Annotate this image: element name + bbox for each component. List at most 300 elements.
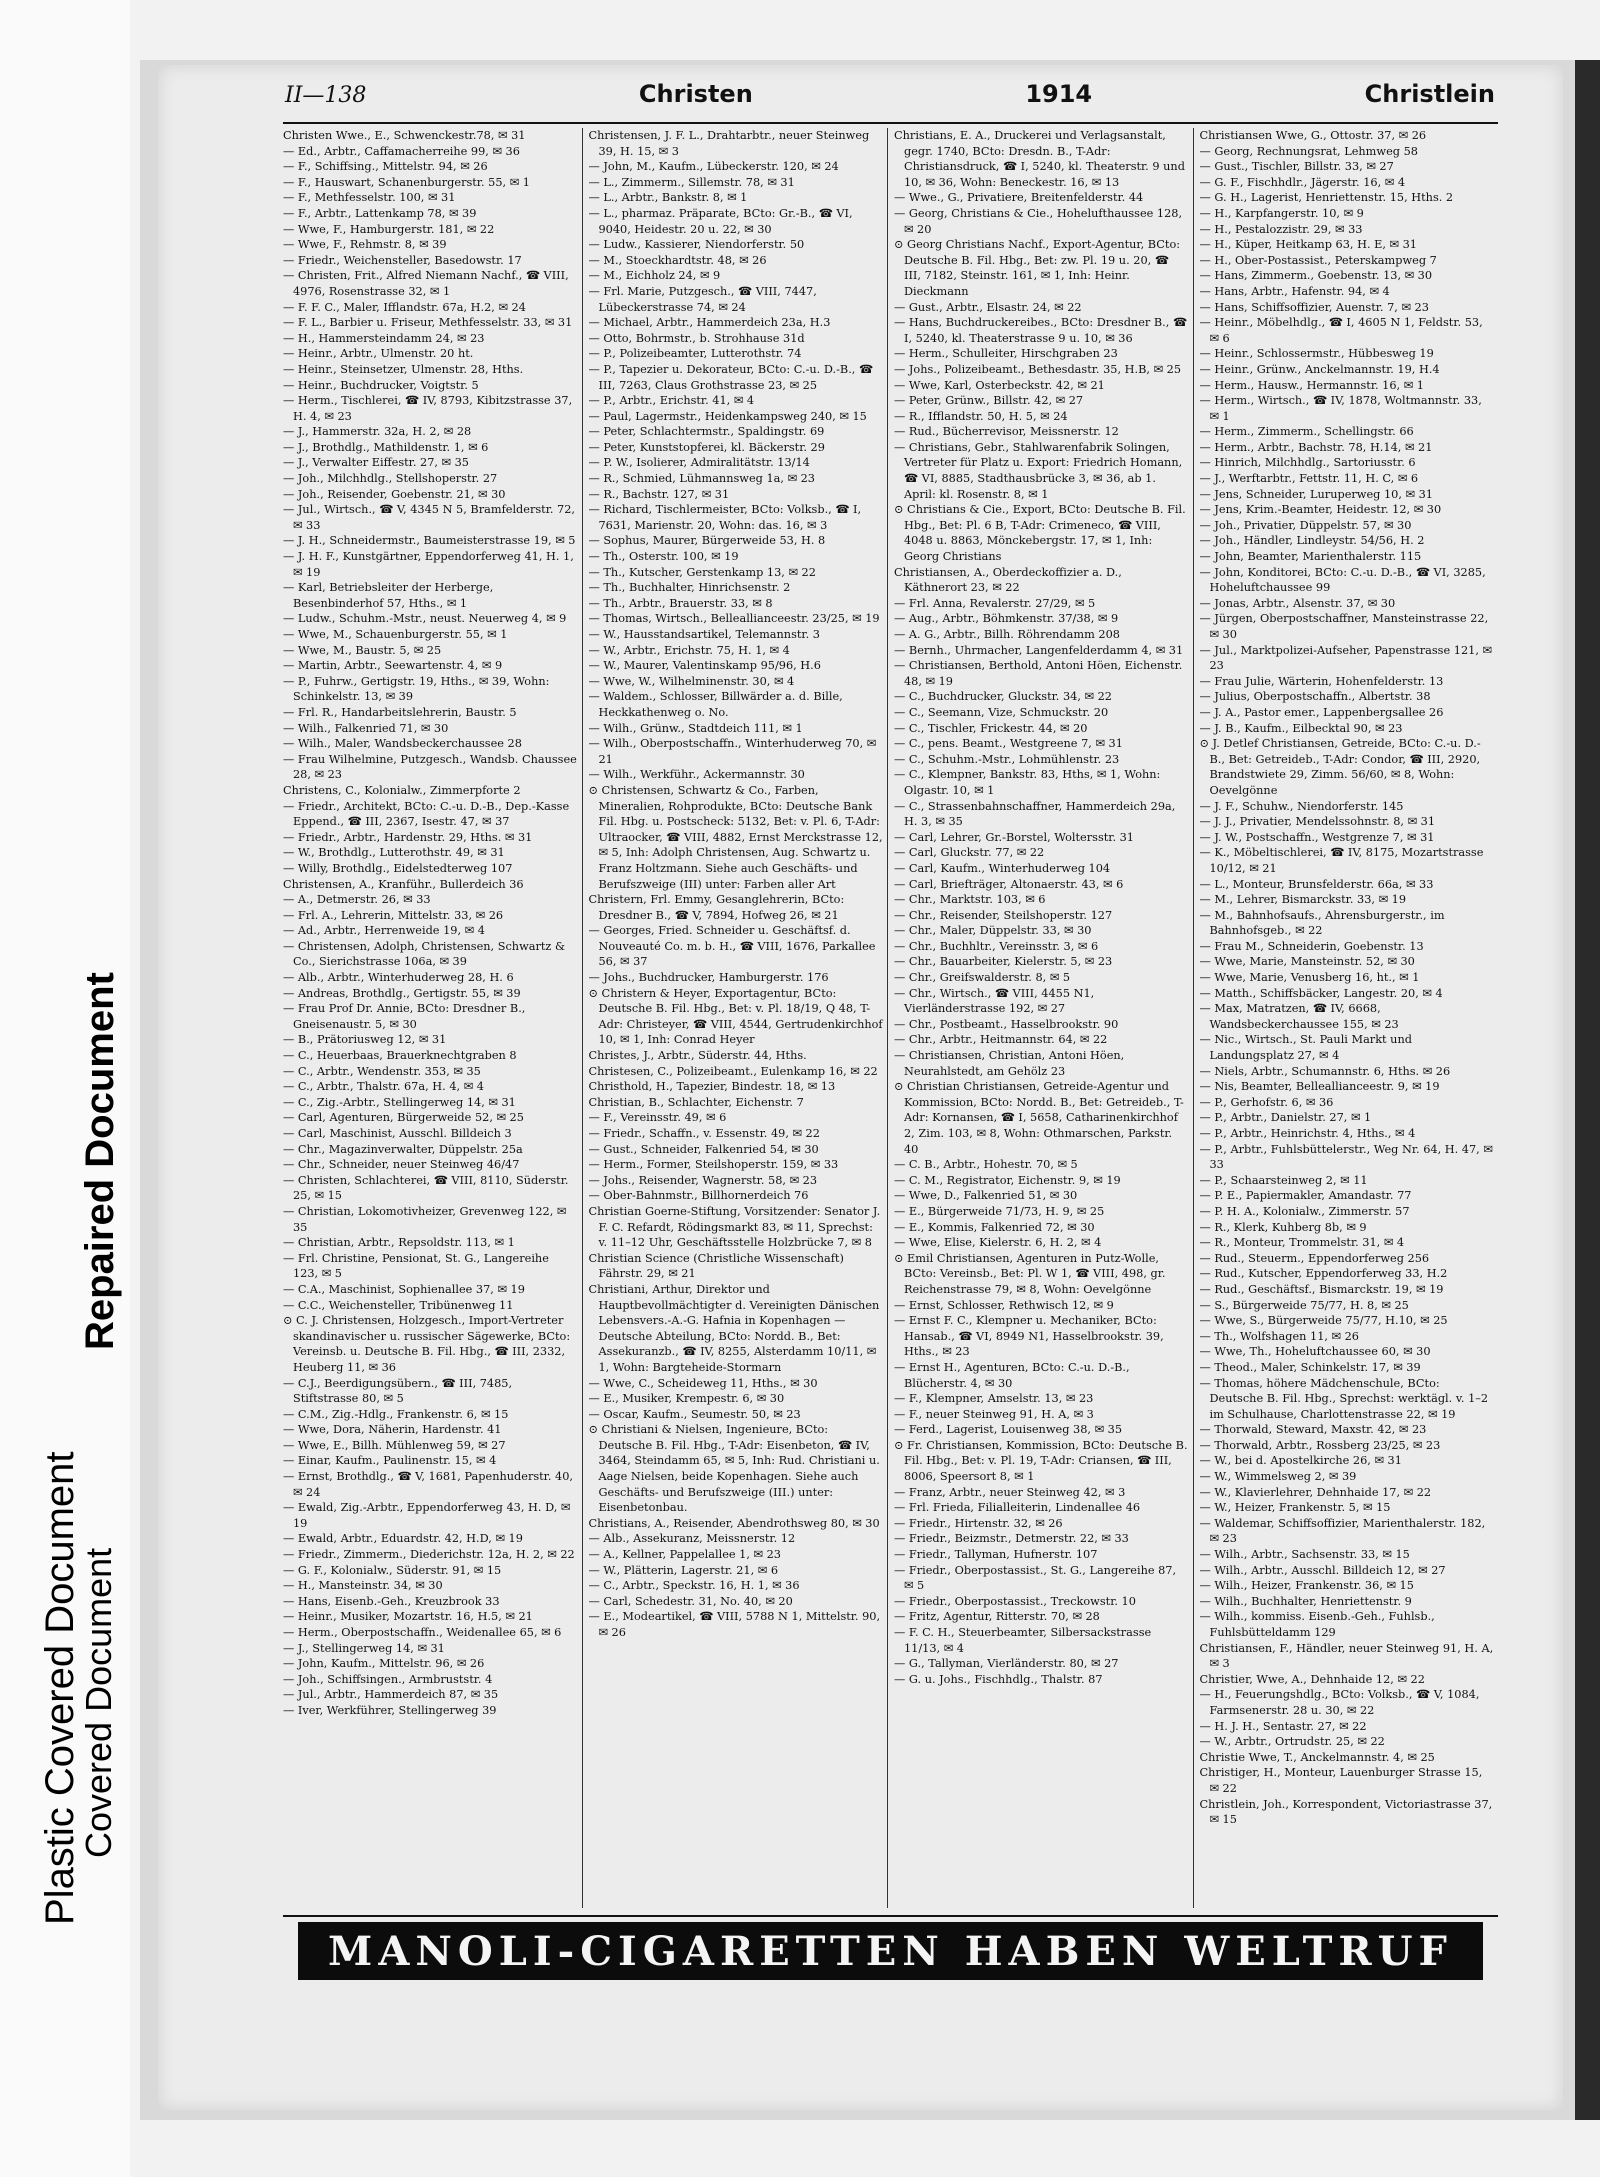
directory-entry: — Chr., Reisender, Steilshoperstr. 127: [894, 908, 1113, 922]
directory-entry: Christen Wwe., E., Schwenckestr.78, ✉ 31: [283, 129, 526, 142]
directory-entry: — W., Brothdlg., Lutterothstr. 49, ✉ 31: [283, 846, 505, 860]
directory-entry: — Heinr., Grünw., Anckelmannstr. 19, H.4: [1199, 362, 1440, 376]
directory-entry: — John, M., Kaufm., Lübeckerstr. 120, ✉ 24: [588, 160, 839, 174]
directory-entry: — Johs., Reisender, Wagnerstr. 58, ✉ 23: [588, 1173, 818, 1187]
directory-entry: — Carl, Briefträger, Altonaerstr. 43, ✉ 6: [894, 877, 1124, 891]
directory-entry: — Thomas, Wirtsch., Belleallianceestr. 23/25, ✉ 19: [588, 612, 880, 626]
directory-entry: — Friedr., Architekt, BCto: C.-u. D.-B., Dep.-Kasse Eppend., ☎ III, 2367, Isestr. 47, ✉ 37: [283, 799, 570, 829]
directory-entry: — R., Schmied, Lühmannsweg 1a, ✉ 23: [588, 472, 815, 486]
directory-entry: — Frl. Christine, Pensionat, St. G., Langereihe 123, ✉ 5: [283, 1251, 549, 1281]
directory-entry: — Friedr., Beizmstr., Detmerstr. 22, ✉ 33: [894, 1532, 1129, 1546]
directory-entry: — Carl, Gluckstr. 77, ✉ 22: [894, 846, 1045, 860]
directory-entry: — Waldemar, Schiffsoffizier, Marienthalerstr. 182, ✉ 23: [1199, 1516, 1486, 1546]
directory-entry: — Joh., Privatier, Düppelstr. 57, ✉ 30: [1199, 518, 1412, 532]
directory-entry: — Wwe, F., Rehmstr. 8, ✉ 39: [283, 238, 447, 252]
directory-entry: — Ernst H., Agenturen, BCto: C.-u. D.-B., Blücherstr. 4, ✉ 30: [894, 1360, 1130, 1390]
directory-entry: — Wilh., Heizer, Frankenstr. 36, ✉ 15: [1199, 1579, 1414, 1593]
directory-entry: — Wilh., Maler, Wandsbeckerchaussee 28: [283, 737, 522, 751]
directory-entry: — Gust., Arbtr., Elsastr. 24, ✉ 22: [894, 300, 1082, 314]
directory-entry: — Heinr., Musiker, Mozartstr. 16, H.5, ✉ 21: [283, 1610, 533, 1624]
directory-entry: — Jürgen, Oberpostschaffner, Mansteinstrasse 22, ✉ 30: [1199, 612, 1489, 641]
directory-entry: — Richard, Tischlermeister, BCto: Volksb., ☎ I, 7631, Marienstr. 20, Wohn: das. 16, ✉ 3: [588, 503, 862, 532]
directory-entry: — Friedr., Oberpostassist., Treckowstr. 10: [894, 1594, 1136, 1608]
directory-entry: — F., Hauswart, Schanenburgerstr. 55, ✉ 1: [283, 175, 530, 189]
directory-entry: — Thorwald, Arbtr., Rossberg 23/25, ✉ 23: [1199, 1438, 1441, 1452]
directory-entry: — Aug., Arbtr., Böhmkenstr. 37/38, ✉ 9: [894, 612, 1119, 626]
directory-entry: — H., Karpfangerstr. 10, ✉ 9: [1199, 206, 1364, 220]
directory-entry: — Christen, Frit., Alfred Niemann Nachf., ☎ VIII, 4976, Rosenstrasse 32, ✉ 1: [283, 269, 569, 298]
directory-entry: — Hans, Zimmerm., Goebenstr. 13, ✉ 30: [1199, 269, 1433, 283]
directory-entry: Christiansen, F., Händler, neuer Steinweg 91, H. A, ✉ 3: [1199, 1641, 1494, 1671]
directory-entry: — Bernh., Uhrmacher, Langenfelderdamm 4, ✉ 31: [894, 643, 1184, 657]
directory-entry: — Herm., Hausw., Hermannstr. 16, ✉ 1: [1199, 378, 1424, 392]
left-guide-word: Christen: [638, 80, 753, 108]
directory-entry: — C.M., Zig.-Hdlg., Frankenstr. 6, ✉ 15: [283, 1407, 509, 1421]
directory-entry: — Wwe, M., Schauenburgerstr. 55, ✉ 1: [283, 628, 508, 641]
directory-entry: Christie Wwe, T., Anckelmannstr. 4, ✉ 25: [1199, 1750, 1435, 1764]
directory-entry: — Martin, Arbtr., Seewartenstr. 4, ✉ 9: [283, 659, 503, 673]
directory-entry: — Johs., Buchdrucker, Hamburgerstr. 176: [588, 971, 829, 985]
directory-entry: — C. M., Registrator, Eichenstr. 9, ✉ 19: [894, 1173, 1121, 1187]
directory-entry: — J. J., Privatier, Mendelssohnstr. 8, ✉ 31: [1199, 815, 1436, 829]
directory-entry: — Carl, Schedestr. 31, No. 40, ✉ 20: [588, 1594, 793, 1608]
directory-entry: — F., Methfesselstr. 100, ✉ 31: [283, 191, 456, 205]
directory-entry: — P. W., Isolierer, Admiralitätstr. 13/14: [588, 456, 810, 470]
header-rule: [283, 122, 1498, 124]
directory-entry: — L., Arbtr., Bankstr. 8, ✉ 1: [588, 191, 748, 205]
directory-entry: — Wwe, Dora, Näherin, Hardenstr. 41: [283, 1423, 502, 1437]
directory-entry: — Frl. Anna, Revalerstr. 27/29, ✉ 5: [894, 596, 1096, 610]
directory-entry: — Carl, Kaufm., Winterhuderweg 104: [894, 861, 1111, 875]
directory-entry: — Herm., Tischlerei, ☎ IV, 8793, Kibitzstrasse 37, H. 4, ✉ 23: [283, 394, 573, 423]
directory-entry: — P., Tapezier u. Dekorateur, BCto: C.-u. D.-B., ☎ III, 7263, Claus Grothstrasse 23, ✉ 25: [588, 362, 874, 392]
directory-entry: — Wwe, W., Wilhelminenstr. 30, ✉ 4: [588, 674, 795, 688]
column-3: [894, 128, 1194, 1908]
directory-entry: — H., Mansteinstr. 34, ✉ 30: [283, 1579, 443, 1593]
directory-entry: Christiansen, A., Oberdeckoffizier a. D., Käthnerort 23, ✉ 22: [894, 565, 1122, 595]
directory-entry: — F., neuer Steinweg 91, H. A, ✉ 3: [894, 1407, 1094, 1421]
directory-entry: — J., Stellingerweg 14, ✉ 31: [283, 1641, 445, 1655]
directory-entry: — W., Maurer, Valentinskamp 95/96, H.6: [588, 659, 821, 673]
directory-entry: — Alb., Arbtr., Winterhuderweg 28, H. 6: [283, 971, 514, 985]
directory-entry: — Joh., Milchhdlg., Stellshoperstr. 27: [283, 472, 498, 486]
directory-entry: — W., Arbtr., Erichstr. 75, H. 1, ✉ 4: [588, 643, 790, 657]
directory-entry: — Wwe, M., Baustr. 5, ✉ 25: [283, 643, 442, 657]
directory-entry: — B., Prätoriusweg 12, ✉ 31: [283, 1033, 447, 1047]
directory-entry: — W., Wimmelsweg 2, ✉ 39: [1199, 1470, 1357, 1484]
directory-entry: ⊙ C. J. Christensen, Holzgesch., Import-Vertreter skandinavischer u. russischer Sägewerke, BCto: Vereinsb. u. Deutsche B. Fil. Hbg., ☎ III, 2332, Heuberg 11, ✉ 36: [283, 1314, 571, 1374]
directory-entry: — Wilh., Oberpostschaffn., Winterhuderweg 70, ✉ 21: [588, 737, 877, 766]
directory-entry: — Jens, Schneider, Luruperweg 10, ✉ 31: [1199, 487, 1433, 501]
directory-entry: — C.J., Beerdigungsübern., ☎ III, 7485, Stiftstrasse 80, ✉ 5: [283, 1376, 513, 1406]
directory-entry: — H., Feuerungshdlg., BCto: Volksb., ☎ V, 1084, Farmsenerstr. 28 u. 30, ✉ 22: [1199, 1688, 1480, 1717]
directory-entry: — P., Arbtr., Erichstr. 41, ✉ 4: [588, 394, 755, 408]
directory-entry: — Einar, Kaufm., Paulinenstr. 15, ✉ 4: [283, 1454, 497, 1468]
directory-entry: — C., Arbtr., Speckstr. 16, H. 1, ✉ 36: [588, 1579, 800, 1593]
directory-entry: — Friedr., Oberpostassist., St. G., Langereihe 87, ✉ 5: [894, 1563, 1177, 1593]
directory-entry: — M., Eichholz 24, ✉ 9: [588, 269, 721, 283]
directory-entry: — Michael, Arbtr., Hammerdeich 23a, H.3: [588, 316, 831, 330]
directory-entry: — C.C., Weichensteller, Tribünenweg 11: [283, 1298, 514, 1312]
sidebar: [0, 0, 130, 2177]
directory-entry: — W., Arbtr., Ortrudstr. 25, ✉ 22: [1199, 1735, 1385, 1749]
directory-entry: — Peter, Kunststopferei, kl. Bäckerstr. 29: [588, 440, 825, 454]
directory-entry: — Th., Buchhalter, Hinrichsenstr. 2: [588, 581, 791, 595]
covered-document-label: Covered Document: [78, 1547, 119, 1858]
directory-entry: — Frl. R., Handarbeitslehrerin, Baustr. 5: [283, 705, 517, 719]
directory-entry: — C., pens. Beamt., Westgreene 7, ✉ 31: [894, 737, 1123, 751]
directory-entry: — Ernst, Schlosser, Rethwisch 12, ✉ 9: [894, 1298, 1114, 1312]
directory-entry: — Jul., Marktpolizei-Aufseher, Papenstrasse 121, ✉ 23: [1199, 643, 1492, 673]
directory-entry: — Franz, Arbtr., neuer Steinweg 42, ✉ 3: [894, 1485, 1126, 1499]
directory-entry: — J., Verwalter Eiffestr. 27, ✉ 35: [283, 456, 469, 470]
directory-entry: — Heinr., Buchdrucker, Voigtstr. 5: [283, 378, 479, 392]
directory-entry: — Jul., Arbtr., Hammerdeich 87, ✉ 35: [283, 1688, 499, 1702]
directory-entry: — Herm., Oberpostschaffn., Weidenallee 65, ✉ 6: [283, 1626, 562, 1639]
directory-entry: — M., Stoeckhardtstr. 48, ✉ 26: [588, 253, 767, 267]
directory-entry: — G. u. Johs., Fischhdlg., Thalstr. 87: [894, 1672, 1103, 1686]
directory-entry: ⊙ Christiani & Nielsen, Ingenieure, BCto: Deutsche B. Fil. Hbg., T-Adr: Eisenbeton, ☎ IV, 3464, Steindamm 65, ✉ 5, Inh: Rud. Christiani u. Aage Nielsen, beide Kopenhagen. Siehe auch Geschäfts- und Berufszweige (III.) unter: Eisenbetonbau.: [588, 1423, 880, 1515]
directory-entry: — R., Bachstr. 127, ✉ 31: [588, 487, 730, 501]
directory-entry: — Thorwald, Steward, Maxstr. 42, ✉ 23: [1199, 1423, 1427, 1437]
directory-entry: — C., Schuhm.-Mstr., Lohmühlenstr. 23: [894, 752, 1120, 766]
directory-entry: — L., Monteur, Brunsfelderstr. 66a, ✉ 33: [1199, 877, 1434, 891]
directory-entry: — A., Kellner, Pappelallee 1, ✉ 23: [588, 1548, 781, 1562]
directory-entry: — C.A., Maschinist, Sophienallee 37, ✉ 19: [283, 1282, 525, 1296]
directory-entry: — C., Strassenbahnschaffner, Hammerdeich 29a, H. 3, ✉ 35: [894, 799, 1176, 829]
directory-entry: — Ober-Bahnmstr., Billhornerdeich 76: [588, 1189, 809, 1203]
directory-entry: — Wwe, S., Bürgerweide 75/77, H.10, ✉ 25: [1199, 1314, 1448, 1328]
directory-entry: Christes, J., Arbtr., Süderstr. 44, Hths.: [588, 1049, 807, 1063]
directory-entry: — Niels, Arbtr., Schumannstr. 6, Hths. ✉ 26: [1199, 1064, 1451, 1078]
directory-entry: — G. F., Kolonialw., Süderstr. 91, ✉ 15: [283, 1563, 502, 1577]
directory-entry: — Wwe, Karl, Osterbeckstr. 42, ✉ 21: [894, 378, 1105, 392]
directory-entry: Christier, Wwe, A., Dehnhaide 12, ✉ 22: [1199, 1672, 1425, 1686]
directory-entry: — Carl, Maschinist, Ausschl. Billdeich 3: [283, 1127, 512, 1140]
directory-entry: — Carl, Agenturen, Bürgerweide 52, ✉ 25: [283, 1111, 524, 1125]
directory-entry: — Chr., Maler, Düppelstr. 33, ✉ 30: [894, 924, 1092, 938]
directory-entry: — Wilh., Buchhalter, Henriettenstr. 9: [1199, 1594, 1412, 1608]
column-2: [589, 128, 889, 1908]
directory-entry: — Frl. A., Lehrerin, Mittelstr. 33, ✉ 26: [283, 908, 504, 922]
directory-entry: — F., Schiffsing., Mittelstr. 94, ✉ 26: [283, 160, 488, 174]
directory-entry: — Wilh., kommiss. Eisenb.-Geh., Fuhlsb., Fuhlsbütteldamm 129: [1199, 1610, 1435, 1639]
directory-entry: — C., Buchdrucker, Gluckstr. 34, ✉ 22: [894, 690, 1112, 704]
directory-entry: — W., Heizer, Frankenstr. 5, ✉ 15: [1199, 1501, 1391, 1515]
directory-entry: — Nic., Wirtsch., St. Pauli Markt und Landungsplatz 27, ✉ 4: [1199, 1033, 1412, 1063]
directory-entry: — Matth., Schiffsbäcker, Langestr. 20, ✉ 4: [1199, 986, 1443, 1000]
directory-entry: — Georges, Fried. Schneider u. Geschäftsf. d. Nouveauté Co. m. b. H., ☎ VIII, 1676, Parkallee 56, ✉ 37: [588, 924, 876, 969]
directory-entry: — Chr., Buchhltr., Vereinsstr. 3, ✉ 6: [894, 939, 1099, 953]
directory-entry: Christensen, A., Kranführ., Bullerdeich 36: [283, 877, 524, 891]
directory-entry: — F., Klempner, Amselstr. 13, ✉ 23: [894, 1392, 1094, 1406]
directory-entry: — Chr., Postbeamt., Hasselbrookstr. 90: [894, 1017, 1119, 1031]
directory-entry: — Heinr., Arbtr., Ulmenstr. 20 ht.: [283, 347, 474, 361]
directory-entry: — Hans, Buchdruckereibes., BCto: Dresdner B., ☎ I, 5240, kl. Theaterstrasse 9 u. 10, ✉ 36: [894, 316, 1188, 345]
directory-entry: Christians, E. A., Druckerei und Verlagsanstalt, gegr. 1740, BCto: Dresdn. B., T-Adr: Christiansdruck, ☎ I, 5240, kl. Theaterstr. 9 und 10, ✉ 36, Wohn: Beneckestr. 16, ✉ 13: [894, 129, 1185, 189]
directory-entry: — Chr., Magazinverwalter, Düppelstr. 25a: [283, 1142, 523, 1156]
directory-entry: — C., Klempner, Bankstr. 83, Hths, ✉ 1, Wohn: Olgastr. 10, ✉ 1: [894, 768, 1161, 797]
directory-entry: — J. F., Schuhw., Niendorferstr. 145: [1199, 799, 1404, 813]
directory-entry: — Rud., Kutscher, Eppendorferweg 33, H.2: [1199, 1267, 1448, 1281]
year: 1914: [1025, 80, 1093, 108]
directory-entry: — H., Pestalozzistr. 29, ✉ 33: [1199, 222, 1363, 236]
directory-entry: Christlein, Joh., Korrespondent, Victoriastrasse 37, ✉ 15: [1199, 1797, 1493, 1827]
directory-entry: — H., Hammersteindamm 24, ✉ 23: [283, 331, 485, 345]
directory-entry: ⊙ J. Detlef Christiansen, Getreide, BCto: C.-u. D.-B., Bet: Getreideb., T-Adr: Condor, ☎ III, 2920, Brandstwiete 29, Zimm. 56/60, ✉ 8, Wohn: Oevelgönne: [1199, 737, 1481, 797]
directory-entry: ⊙ Christern & Heyer, Exportagentur, BCto: Deutsche B. Fil. Hbg., Bet: v. Pl. 18/19, Q 48, T-Adr: Christeyer, ☎ VIII, 4544, Gertrudenkirchhof 10, ✉ 1, Inh: Conrad Heyer: [588, 986, 883, 1047]
directory-entry: Christern, Frl. Emmy, Gesanglehrerin, BCto: Dresdner B., ☎ V, 7894, Hofweg 26, ✉ 21: [588, 893, 845, 922]
directory-entry: Christensen, J. F. L., Drahtarbtr., neuer Steinweg 39, H. 15, ✉ 3: [588, 129, 870, 158]
directory-entry: — Chr., Bauarbeiter, Kielerstr. 5, ✉ 23: [894, 955, 1113, 969]
directory-entry: — Theod., Maler, Schinkelstr. 17, ✉ 39: [1199, 1360, 1421, 1374]
directory-entry: — E., Kommis, Falkenried 72, ✉ 30: [894, 1220, 1095, 1234]
directory-entry: — Jens, Krim.-Beamter, Heidestr. 12, ✉ 30: [1199, 503, 1442, 517]
directory-entry: — P. H. A., Kolonialw., Zimmerstr. 57: [1199, 1204, 1410, 1218]
page-number: II—138: [285, 83, 367, 108]
directory-entry: — Wilh., Werkführ., Ackermannstr. 30: [588, 768, 805, 782]
directory-entry: — Wwe, D., Falkenried 51, ✉ 30: [894, 1189, 1078, 1203]
directory-entry: — G. F., Fischhdlr., Jägerstr. 16, ✉ 4: [1199, 175, 1406, 189]
directory-entry: — A. G., Arbtr., Billh. Röhrendamm 208: [894, 628, 1120, 641]
directory-entry: — P. E., Papiermakler, Amandastr. 77: [1199, 1189, 1412, 1203]
directory-entry: — F., Vereinsstr. 49, ✉ 6: [588, 1111, 727, 1125]
directory-entry: — Frau Wilhelmine, Putzgesch., Wandsb. Chaussee 28, ✉ 23: [283, 752, 577, 782]
directory-entry: — Rud., Geschäftsf., Bismarckstr. 19, ✉ 19: [1199, 1282, 1444, 1296]
directory-entry: — Chr., Arbtr., Heitmannstr. 64, ✉ 22: [894, 1033, 1108, 1047]
directory-entry: — Christian, Arbtr., Repsoldstr. 113, ✉ 1: [283, 1236, 515, 1250]
directory-entry: — Ewald, Zig.-Arbtr., Eppendorferweg 43, H. D, ✉ 19: [283, 1501, 571, 1530]
directory-entry: — Friedr., Tallyman, Hufnerstr. 107: [894, 1548, 1098, 1562]
directory-entry: — Ernst, Brothdlg., ☎ V, 1681, Papenhuderstr. 40, ✉ 24: [283, 1470, 573, 1499]
directory-entry: — F. F. C., Maler, Ifflandstr. 67a, H.2, ✉ 24: [283, 300, 526, 314]
directory-entry: — Ernst F. C., Klempner u. Mechaniker, BCto: Hansab., ☎ VI, 8949 N1, Hasselbrookstr. 39, Hths., ✉ 23: [894, 1314, 1164, 1359]
directory-entry: ⊙ Christians & Cie., Export, BCto: Deutsche B. Fil. Hbg., Bet: Pl. 6 B, T-Adr: Crimeneco, ☎ VIII, 4048 u. 8863, Mönckebergstr. 17, ✉ 1, Inh: Georg Christians: [894, 503, 1186, 564]
directory-entry: — Frau Julie, Wärterin, Hohenfelderstr. 13: [1199, 674, 1444, 688]
directory-entry: — Ludw., Kassierer, Niendorferstr. 50: [588, 238, 805, 252]
directory-entry: Christian, B., Schlachter, Eichenstr. 7: [588, 1095, 804, 1109]
directory-columns: [283, 128, 1498, 1908]
directory-entry: — Christen, Schlachterei, ☎ VIII, 8110, Süderstr. 25, ✉ 15: [283, 1173, 569, 1203]
directory-entry: — Julius, Oberpostschaffn., Albertstr. 38: [1199, 690, 1431, 704]
directory-entry: — R., Klerk, Kuhberg 8b, ✉ 9: [1199, 1220, 1367, 1234]
directory-entry: — Joh., Reisender, Goebenstr. 21, ✉ 30: [283, 487, 506, 501]
directory-entry: — Hans, Arbtr., Hafenstr. 94, ✉ 4: [1199, 284, 1390, 298]
directory-entry: — Johs., Polizeibeamt., Bethesdastr. 35, H.B, ✉ 25: [894, 362, 1182, 376]
directory-entry: — Waldem., Schlosser, Billwärder a. d. Bille, Heckkathenweg o. No.: [588, 690, 843, 719]
directory-entry: — Gust., Tischler, Billstr. 33, ✉ 27: [1199, 160, 1394, 174]
directory-entry: — J., Werftarbtr., Fettstr. 11, H. C, ✉ 6: [1199, 472, 1419, 486]
directory-entry: ⊙ Christensen, Schwartz & Co., Farben, Mineralien, Rohprodukte, BCto: Deutsche Bank Fil. Hbg. u. Postscheck: 5132, Bet: v. Pl. 6, T-Adr: Ultraocker, ☎ VIII, 4882, Ernst Merckstrasse 12, ✉ 5, Inh: Adolph Christensen, Aug. Schwartz u. Franz Holtzmann. Siehe auch Geschäfts- und Berufszweige (III) unter: Farben aller Art: [588, 783, 883, 891]
directory-entry: — Willy, Brothdlg., Eidelstedterweg 107: [283, 861, 513, 875]
directory-entry: — Wilh., Arbtr., Sachsenstr. 33, ✉ 15: [1199, 1548, 1410, 1562]
directory-entry: — Frau Prof Dr. Annie, BCto: Dresdner B., Gneisenaustr. 5, ✉ 30: [283, 1002, 526, 1031]
directory-entry: — J. B., Kaufm., Eilbecktal 90, ✉ 23: [1199, 721, 1403, 735]
directory-entry: — Ludw., Schuhm.-Mstr., neust. Neuerweg 4, ✉ 9: [283, 612, 567, 626]
directory-entry: — Wwe, E., Billh. Mühlenweg 59, ✉ 27: [283, 1438, 506, 1452]
directory-entry: — A., Detmerstr. 26, ✉ 33: [283, 893, 431, 907]
directory-entry: — Th., Wolfshagen 11, ✉ 26: [1199, 1329, 1359, 1343]
directory-entry: — Chr., Greifswalderstr. 8, ✉ 5: [894, 971, 1071, 985]
directory-entry: — J. H., Schneidermstr., Baumeisterstrasse 19, ✉ 5: [283, 534, 576, 548]
directory-entry: — Rud., Bücherrevisor, Meissnerstr. 12: [894, 425, 1119, 439]
directory-entry: — S., Bürgerweide 75/77, H. 8, ✉ 25: [1199, 1298, 1409, 1312]
page-header: [285, 80, 1495, 114]
directory-entry: — W., Hausstandsartikel, Telemannstr. 3: [588, 628, 820, 641]
directory-entry: — C., Arbtr., Thalstr. 67a, H. 4, ✉ 4: [283, 1080, 484, 1094]
directory-entry: — Ferd., Lagerist, Louisenweg 38, ✉ 35: [894, 1423, 1123, 1437]
directory-entry: — Alb., Assekuranz, Meissnerstr. 12: [588, 1532, 796, 1546]
directory-entry: — M., Bahnhofsaufs., Ahrensburgerstr., im Bahnhofsgeb., ✉ 22: [1199, 908, 1445, 938]
directory-entry: — Christiansen, Christian, Antoni Höen, Neurahlstedt, am Gehölz 23: [894, 1049, 1125, 1078]
directory-entry: — K., Möbeltischlerei, ☎ IV, 8175, Mozartstrasse 10/12, ✉ 21: [1199, 846, 1484, 875]
directory-entry: — M., Lehrer, Bismarckstr. 33, ✉ 19: [1199, 893, 1407, 907]
directory-entry: — Karl, Betriebsleiter der Herberge, Besenbinderhof 57, Hths., ✉ 1: [283, 581, 494, 610]
directory-entry: — Max, Matratzen, ☎ IV, 6668, Wandsbeckerchaussee 155, ✉ 23: [1199, 1002, 1399, 1031]
directory-entry: — Rud., Steuerm., Eppendorferweg 256: [1199, 1251, 1430, 1265]
directory-entry: — Peter, Schlachtermstr., Spaldingstr. 69: [588, 425, 825, 439]
directory-entry: — J., Brothdlg., Mathildenstr. 1, ✉ 6: [283, 440, 489, 454]
directory-entry: Christhold, H., Tapezier, Bindestr. 18, ✉ 13: [588, 1080, 836, 1094]
directory-entry: — Hans, Schiffsoffizier, Auenstr. 7, ✉ 23: [1199, 300, 1429, 314]
plastic-covered-label: Plastic Covered Document: [38, 1451, 82, 1925]
directory-entry: — R., Monteur, Trommelstr. 31, ✉ 4: [1199, 1236, 1405, 1250]
directory-entry: — Wwe, C., Scheideweg 11, Hths., ✉ 30: [588, 1376, 818, 1390]
directory-entry: — L., pharmaz. Präparate, BCto: Gr.-B., ☎ VI, 9040, Heidestr. 20 u. 22, ✉ 30: [588, 206, 853, 236]
directory-entry: — Oscar, Kaufm., Seumestr. 50, ✉ 23: [588, 1407, 801, 1421]
directory-entry: — Heinr., Steinsetzer, Ulmenstr. 28, Hths.: [283, 362, 524, 376]
directory-entry: — John, Konditorei, BCto: C.-u. D.-B., ☎ VI, 3285, Hoheluftchaussee 99: [1199, 565, 1486, 595]
directory-entry: Christiger, H., Monteur, Lauenburger Strasse 15, ✉ 22: [1199, 1766, 1483, 1795]
directory-entry: — Jul., Wirtsch., ☎ V, 4345 N 5, Bramfelderstr. 72, ✉ 33: [283, 503, 576, 532]
directory-entry: — Joh., Händler, Lindleystr. 54/56, H. 2: [1199, 534, 1425, 548]
directory-entry: — J. H. F., Kunstgärtner, Eppendorferweg 41, H. 1, ✉ 19: [283, 550, 574, 579]
directory-entry: — H. J. H., Sentastr. 27, ✉ 22: [1199, 1719, 1367, 1733]
directory-entry: — Heinr., Möbelhdlg., ☎ I, 4605 N 1, Feldstr. 53, ✉ 6: [1199, 316, 1483, 345]
directory-entry: — Friedr., Arbtr., Hardenstr. 29, Hths. ✉ 31: [283, 830, 533, 844]
directory-entry: — Chr., Marktstr. 103, ✉ 6: [894, 893, 1046, 907]
directory-entry: — Hinrich, Milchhdlg., Sartoriusstr. 6: [1199, 456, 1416, 470]
directory-entry: — C., Seemann, Vize, Schmuckstr. 20: [894, 705, 1109, 719]
directory-entry: — C. B., Arbtr., Hohestr. 70, ✉ 5: [894, 1158, 1078, 1172]
directory-entry: — Wwe, Th., Hoheluftchaussee 60, ✉ 30: [1199, 1345, 1431, 1359]
directory-entry: — Friedr., Weichensteller, Basedowstr. 17: [283, 253, 522, 267]
directory-entry: — Herm., Wirtsch., ☎ IV, 1878, Woltmannstr. 33, ✉ 1: [1199, 394, 1482, 423]
directory-entry: — Ewald, Arbtr., Eduardstr. 42, H.D, ✉ 19: [283, 1532, 523, 1546]
directory-entry: — C., Heuerbaas, Brauerknechtgraben 8: [283, 1049, 517, 1063]
directory-entry: ⊙ Georg Christians Nachf., Export-Agentur, BCto: Deutsche B. Fil. Hbg., Bet: zw. Pl. 19 u. 20, ☎ III, 7182, Steinstr. 161, ✉ 1, Inh: Heinr. Dieckmann: [894, 238, 1181, 298]
directory-entry: — Herm., Former, Steilshoperstr. 159, ✉ 33: [588, 1158, 839, 1172]
directory-entry: — Friedr., Schaffn., v. Essenstr. 49, ✉ 22: [588, 1127, 820, 1140]
directory-entry: — Georg, Rechnungsrat, Lehmweg 58: [1199, 144, 1418, 158]
directory-entry: — J. W., Postschaffn., Westgrenze 7, ✉ 31: [1199, 830, 1435, 844]
directory-entry: — J., Hammerstr. 32a, H. 2, ✉ 28: [283, 425, 472, 439]
directory-entry: — Th., Arbtr., Brauerstr. 33, ✉ 8: [588, 596, 773, 610]
directory-entry: — Nis, Beamter, Belleallianceestr. 9, ✉ 19: [1199, 1080, 1440, 1094]
directory-entry: — Paul, Lagermstr., Heidenkampsweg 240, ✉ 15: [588, 409, 867, 423]
directory-entry: — P., Arbtr., Fuhlsbüttelerstr., Weg Nr. 64, H. 47, ✉ 33: [1199, 1142, 1493, 1172]
directory-entry: — C., Arbtr., Wendenstr. 353, ✉ 35: [283, 1064, 481, 1078]
directory-entry: — Ed., Arbtr., Caffamacherreihe 99, ✉ 36: [283, 144, 520, 158]
directory-entry: — Frau M., Schneiderin, Goebenstr. 13: [1199, 939, 1424, 953]
directory-entry: — Chr., Schneider, neuer Steinweg 46/47: [283, 1158, 520, 1172]
directory-entry: — Th., Kutscher, Gerstenkamp 13, ✉ 22: [588, 565, 816, 579]
directory-entry: — Wwe, Marie, Venusberg 16, ht., ✉ 1: [1199, 971, 1420, 985]
directory-entry: — Peter, Grünw., Billstr. 42, ✉ 27: [894, 394, 1084, 408]
directory-entry: — Christensen, Adolph, Christensen, Schwartz & Co., Sierichstrasse 106a, ✉ 39: [283, 939, 566, 969]
directory-entry: — E., Musiker, Krempestr. 6, ✉ 30: [588, 1392, 785, 1406]
directory-entry: — Andreas, Brothdlg., Gertigstr. 55, ✉ 39: [283, 986, 521, 1000]
directory-entry: — Th., Osterstr. 100, ✉ 19: [588, 550, 739, 564]
directory-entry: — R., Ifflandstr. 50, H. 5, ✉ 24: [894, 409, 1068, 423]
directory-entry: Christiani, Arthur, Direktor und Hauptbevollmächtigter d. Vereinigten Dänischen Lebensvers.-A.-G. Hafnia in Kopenhagen — Deutsche Abteilung, BCto: Nordd. B., Bet: Assekuranzb., ☎ IV, 8255, Alsterdamm 10/11, ✉ 1, Wohn: Bargteheide-Stormarn: [588, 1282, 880, 1374]
directory-entry: — Wwe, F., Hamburgerstr. 181, ✉ 22: [283, 222, 495, 236]
directory-entry: Christens, C., Kolonialw., Zimmerpforte 2: [283, 783, 521, 797]
directory-entry: — Wwe, Elise, Kielerstr. 6, H. 2, ✉ 4: [894, 1236, 1102, 1250]
directory-entry: — F. C. H., Steuerbeamter, Silbersackstrasse 11/13, ✉ 4: [894, 1626, 1152, 1655]
directory-entry: ⊙ Christian Christiansen, Getreide-Agentur und Kommission, BCto: Nordd. B., Bet: Getreideb., T-Adr: Kornansen, ☎ I, 5658, Catharinenkirchhof 2, Zim. 103, ✉ 8, Wohn: Othmarschen, Parkstr. 40: [894, 1080, 1184, 1156]
directory-entry: Christians, A., Reisender, Abendrothsweg 80, ✉ 30: [588, 1516, 880, 1530]
directory-entry: — W., Plätterin, Lagerstr. 21, ✉ 6: [588, 1563, 779, 1577]
directory-entry: — Herm., Zimmerm., Schellingstr. 66: [1199, 425, 1414, 439]
directory-entry: — P., Polizeibeamter, Lutterothstr. 74: [588, 347, 802, 361]
directory-entry: — Christians, Gebr., Stahlwarenfabrik Solingen, Vertreter für Platz u. Export: Friedrich Homann, ☎ VI, 8885, Stadthausbrücke 3, ✉ 36, ab 1. April: kl. Rosenstr. 8, ✉ 1: [894, 440, 1183, 501]
directory-entry: — Jonas, Arbtr., Alsenstr. 37, ✉ 30: [1199, 596, 1396, 610]
directory-entry: — P., Fuhrw., Gertigstr. 19, Hths., ✉ 39, Wohn: Schinkelstr. 13, ✉ 39: [283, 674, 550, 704]
directory-entry: Christian Science (Christliche Wissenschaft) Fährstr. 29, ✉ 21: [588, 1251, 844, 1281]
directory-entry: — C., Tischler, Frickestr. 44, ✉ 20: [894, 721, 1088, 735]
advertisement-banner: MANOLI-CIGARETTEN HABEN WELTRUF: [298, 1922, 1483, 1980]
directory-entry: — W., bei d. Apostelkirche 26, ✉ 31: [1199, 1454, 1402, 1468]
directory-entry: — John, Kaufm., Mittelstr. 96, ✉ 26: [283, 1657, 485, 1671]
directory-entry: — P., Schaarsteinweg 2, ✉ 11: [1199, 1173, 1368, 1187]
directory-entry: — P., Arbtr., Heinrichstr. 4, Hths., ✉ 4: [1199, 1127, 1416, 1140]
directory-entry: — Joh., Schiffsingen., Armbruststr. 4: [283, 1672, 493, 1686]
directory-entry: — Chr., Wirtsch., ☎ VIII, 4455 N1, Vierländerstrasse 192, ✉ 27: [894, 986, 1095, 1016]
directory-entry: — Thomas, höhere Mädchenschule, BCto: Deutsche B. Fil. Hbg., Sprechst: werktägl. v. 1–2 im Schulhause, Charlottenstrasse 22, ✉ 19: [1199, 1376, 1489, 1421]
directory-entry: ⊙ Emil Christiansen, Agenturen in Putz-Wolle, BCto: Vereinsb., Bet: Pl. W 1, ☎ VIII, 498, gr. Reichenstrasse 79, ✉ 8, Wohn: Oevelgönne: [894, 1251, 1166, 1296]
directory-entry: — Friedr., Hirtenstr. 32, ✉ 26: [894, 1516, 1063, 1530]
directory-entry: — Gust., Schneider, Falkenried 54, ✉ 30: [588, 1142, 819, 1156]
directory-entry: — L., Zimmerm., Sillemstr. 78, ✉ 31: [588, 175, 795, 189]
directory-entry: — Wilh., Falkenried 71, ✉ 30: [283, 721, 449, 735]
directory-entry: — H., Küper, Heitkamp 63, H. E, ✉ 31: [1199, 238, 1417, 252]
directory-entry: — Otto, Bohrmstr., b. Strohhause 31d: [588, 331, 805, 345]
directory-entry: — Christian, Lokomotivheizer, Grevenweg 122, ✉ 35: [283, 1204, 567, 1234]
directory-entry: — Wilh., Grünw., Stadtdeich 111, ✉ 1: [588, 721, 803, 735]
directory-entry: — Herm., Schulleiter, Hirschgraben 23: [894, 347, 1118, 361]
repaired-document-label: Repaired Document: [78, 972, 122, 1350]
directory-entry: — Ad., Arbtr., Herrenweide 19, ✉ 4: [283, 924, 485, 938]
directory-entry: — G., Tallyman, Vierländerstr. 80, ✉ 27: [894, 1657, 1119, 1671]
directory-entry: — Hans, Eisenb.-Geh., Kreuzbrook 33: [283, 1594, 500, 1608]
column-1: [283, 128, 583, 1908]
directory-entry: — Herm., Arbtr., Bachstr. 78, H.14, ✉ 21: [1199, 440, 1433, 454]
directory-entry: — Frl. Marie, Putzgesch., ☎ VIII, 7447, Lübeckerstrasse 74, ✉ 24: [588, 284, 817, 314]
directory-entry: — Wwe, Marie, Mansteinstr. 52, ✉ 30: [1199, 955, 1415, 969]
directory-entry: — Heinr., Schlossermstr., Hübbesweg 19: [1199, 347, 1434, 361]
directory-entry: — W., Klavierlehrer, Dehnhaide 17, ✉ 22: [1199, 1485, 1432, 1499]
directory-entry: — C., Zig.-Arbtr., Stellingerweg 14, ✉ 31: [283, 1095, 516, 1109]
directory-entry: — Sophus, Maurer, Bürgerweide 53, H. 8: [588, 534, 826, 548]
directory-entry: — F. L., Barbier u. Friseur, Methfesselstr. 33, ✉ 31: [283, 316, 573, 330]
directory-entry: ⊙ Fr. Christiansen, Kommission, BCto: Deutsche B. Fil. Hbg., Bet: v. Pl. 19, T-Adr: Criansen, ☎ III, 8006, Speersort 8, ✉ 1: [894, 1438, 1188, 1484]
directory-entry: — E., Modeartikel, ☎ VIII, 5788 N 1, Mittelstr. 90, ✉ 26: [588, 1610, 881, 1639]
scan-edge: [1575, 60, 1600, 2120]
footer-rule: [283, 1915, 1498, 1917]
directory-entry: — G. H., Lagerist, Henriettenstr. 15, Hths. 2: [1199, 191, 1454, 205]
directory-entry: Christesen, C., Polizeibeamt., Eulenkamp 16, ✉ 22: [588, 1064, 878, 1078]
